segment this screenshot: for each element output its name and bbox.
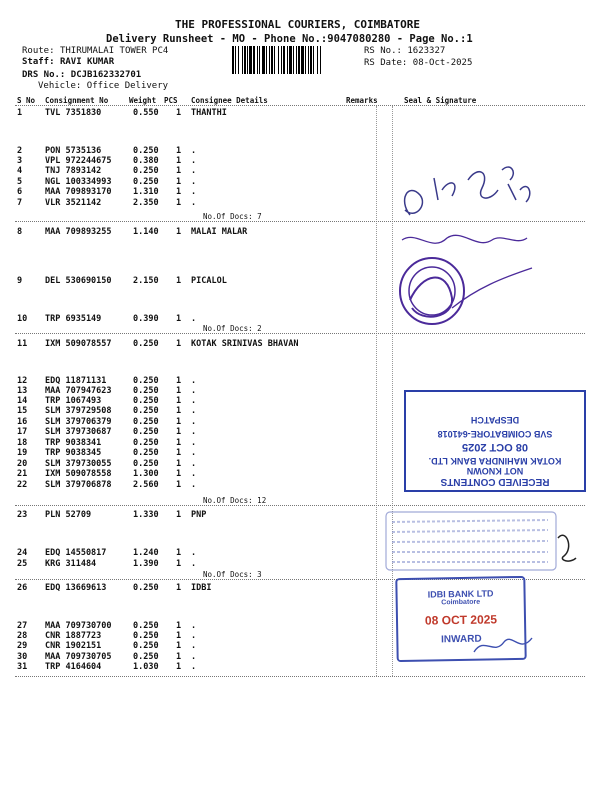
row-sno: 18 (17, 438, 28, 448)
rs-no-line (364, 46, 445, 56)
barcode-bar (281, 46, 282, 74)
row-pcs: 1 (176, 510, 182, 520)
barcode-bar (293, 46, 294, 74)
row-pcs: 1 (176, 583, 182, 593)
row-consignment: MAA 709893170 (45, 187, 112, 197)
row-consignment: TRP 9038345 (45, 448, 102, 458)
row-sno: 7 (17, 198, 23, 208)
row-consignment: TRP 6935149 (45, 314, 102, 324)
row-weight: 2.150 (133, 276, 159, 286)
row-weight: 0.250 (133, 376, 159, 386)
row-consignee: MALAI MALAR (191, 227, 248, 237)
col-pcs: PCS (164, 96, 178, 105)
row-weight: 2.350 (133, 198, 159, 208)
barcode-bar (278, 46, 279, 74)
row-weight: 2.560 (133, 480, 159, 490)
rs-date-value: 08-Oct-2025 (412, 58, 473, 68)
row-consignment: KRG 311484 (45, 559, 97, 569)
row-consignment: NGL 100334993 (45, 177, 112, 187)
row-weight: 0.380 (133, 156, 159, 166)
row-consignee: . (191, 166, 197, 176)
row-sno: 26 (17, 583, 28, 593)
row-weight: 0.250 (133, 417, 159, 427)
doc-count: No.Of Docs: 2 (203, 324, 262, 333)
col-consignment: Consignment No (45, 96, 109, 105)
row-sno: 5 (17, 177, 23, 187)
barcode-bar (238, 46, 239, 74)
vehicle-value: Office Delivery (86, 81, 169, 91)
row-weight: 0.550 (133, 108, 159, 118)
row-consignment: SLM 379729508 (45, 406, 112, 416)
row-sno: 10 (17, 314, 28, 324)
header-rule (15, 105, 585, 106)
row-consignment: DEL 530690150 (45, 276, 112, 286)
col-remarks: Remarks (346, 96, 378, 105)
row-pcs: 1 (176, 396, 182, 406)
row-pcs: 1 (176, 548, 182, 558)
row-sno: 23 (17, 510, 28, 520)
row-pcs: 1 (176, 641, 182, 651)
row-consignment: MAA 707947623 (45, 386, 112, 396)
barcode-bar (259, 46, 260, 74)
row-pcs: 1 (176, 469, 182, 479)
row-consignee: IDBI (191, 583, 212, 593)
kotak-line2: NOT KNOWN (466, 466, 524, 476)
doc-count: No.Of Docs: 3 (203, 570, 262, 579)
barcode-bar (253, 46, 255, 74)
row-consignment: MAA 709893255 (45, 227, 112, 237)
row-consignee: . (191, 314, 197, 324)
row-pcs: 1 (176, 177, 182, 187)
row-consignment: MAA 709730705 (45, 652, 112, 662)
barcode-bar (262, 46, 265, 74)
row-consignee: . (191, 559, 197, 569)
row-consignment: EDQ 14550817 (45, 548, 107, 558)
row-pcs: 1 (176, 417, 182, 427)
barcode-bar (274, 46, 275, 74)
kotak-line3: KOTAK MAHINDRA BANK LTD. (428, 456, 562, 466)
drs-line (22, 70, 141, 80)
row-consignment: SLM 379730055 (45, 459, 112, 469)
row-consignee: . (191, 621, 197, 631)
barcode-bar (305, 46, 306, 74)
row-sno: 3 (17, 156, 23, 166)
row-pcs: 1 (176, 427, 182, 437)
row-pcs: 1 (176, 459, 182, 469)
row-consignment: SLM 379706379 (45, 417, 112, 427)
row-consignment: MAA 709730700 (45, 621, 112, 631)
row-consignee: . (191, 417, 197, 427)
row-sno: 22 (17, 480, 28, 490)
row-consignee: . (191, 469, 197, 479)
row-pcs: 1 (176, 187, 182, 197)
row-sno: 12 (17, 376, 28, 386)
row-consignee: . (191, 187, 197, 197)
row-consignment: EDQ 13669613 (45, 583, 107, 593)
row-sno: 27 (17, 621, 28, 631)
row-sno: 11 (17, 339, 28, 349)
col-consignee: Consignee Details (191, 96, 268, 105)
row-pcs: 1 (176, 156, 182, 166)
row-pcs: 1 (176, 339, 182, 349)
row-consignment: IXM 509078558 (45, 469, 112, 479)
row-weight: 0.250 (133, 583, 159, 593)
barcode-bar (308, 46, 309, 74)
row-pcs: 1 (176, 376, 182, 386)
drs-value: DCJB162332701 (70, 70, 142, 80)
row-pcs: 1 (176, 198, 182, 208)
row-pcs: 1 (176, 631, 182, 641)
row-pcs: 1 (176, 314, 182, 324)
doc-count: No.Of Docs: 7 (203, 212, 262, 221)
row-consignee: . (191, 480, 197, 490)
row-weight: 1.240 (133, 548, 159, 558)
row-weight: 0.250 (133, 641, 159, 651)
idbi-date: 08 OCT 2025 (424, 612, 498, 628)
row-pcs: 1 (176, 108, 182, 118)
row-consignee: . (191, 662, 197, 672)
divider-remarks (376, 106, 377, 676)
row-pcs: 1 (176, 559, 182, 569)
row-sno: 31 (17, 662, 28, 672)
row-pcs: 1 (176, 448, 182, 458)
drs-label: DRS No.: (22, 70, 66, 80)
row-sno: 14 (17, 396, 28, 406)
row-sno: 19 (17, 448, 28, 458)
row-consignment: SLM 379706878 (45, 480, 112, 490)
row-consignment: SLM 379730687 (45, 427, 112, 437)
barcode-bar (242, 46, 243, 74)
row-consignee: . (191, 376, 197, 386)
row-consignee: KOTAK SRINIVAS BHAVAN (191, 339, 299, 349)
row-consignee: . (191, 406, 197, 416)
row-consignee: . (191, 631, 197, 641)
row-pcs: 1 (176, 438, 182, 448)
row-sno: 17 (17, 427, 28, 437)
runsheet-subtitle: Delivery Runsheet - MO - Phone No.:9047080280 - Page No.:1 (106, 33, 473, 45)
barcode-bar (287, 46, 288, 74)
row-consignee: . (191, 427, 197, 437)
row-pcs: 1 (176, 621, 182, 631)
faded-bank-stamp (378, 508, 578, 578)
row-weight: 1.330 (133, 510, 159, 520)
barcode-bar (301, 46, 304, 74)
vehicle-label: Vehicle: (38, 81, 82, 91)
row-consignee: . (191, 146, 197, 156)
row-pcs: 1 (176, 227, 182, 237)
barcode (232, 46, 360, 74)
company-title: THE PROFESSIONAL COURIERS, COIMBATORE (175, 18, 421, 31)
barcode-bar (298, 46, 300, 74)
row-sno: 29 (17, 641, 28, 651)
col-sno: S No (17, 96, 36, 105)
row-consignee: . (191, 459, 197, 469)
row-weight: 0.250 (133, 459, 159, 469)
row-weight: 0.250 (133, 177, 159, 187)
row-consignment: TNJ 7893142 (45, 166, 102, 176)
barcode-bar (289, 46, 292, 74)
row-consignee: . (191, 641, 197, 651)
row-sno: 15 (17, 406, 28, 416)
row-sno: 8 (17, 227, 23, 237)
idbi-signature (470, 630, 540, 660)
row-consignee: THANTHI (191, 108, 227, 118)
barcode-bar (283, 46, 285, 74)
row-sno: 21 (17, 469, 28, 479)
row-weight: 1.300 (133, 469, 159, 479)
row-weight: 0.250 (133, 406, 159, 416)
row-weight: 1.310 (133, 187, 159, 197)
barcode-bar (317, 46, 318, 74)
row-pcs: 1 (176, 386, 182, 396)
barcode-bar (271, 46, 273, 74)
barcode-bar (310, 46, 312, 74)
barcode-bar (247, 46, 248, 74)
rs-no-value: 1623327 (407, 46, 446, 56)
idbi-line2: Coimbatore (441, 598, 481, 607)
row-consignee: PICALOL (191, 276, 227, 286)
row-consignment: TRP 4164604 (45, 662, 102, 672)
row-weight: 0.250 (133, 652, 159, 662)
kotak-line5: DESPATCH (470, 415, 520, 425)
kotak-line4: SVB COIMBATORE-641018 (437, 429, 553, 439)
barcode-bar (296, 46, 297, 74)
row-pcs: 1 (176, 406, 182, 416)
row-consignee: . (191, 156, 197, 166)
row-consignee: . (191, 177, 197, 187)
row-weight: 0.250 (133, 166, 159, 176)
row-pcs: 1 (176, 480, 182, 490)
row-sno: 16 (17, 417, 28, 427)
round-seal-stamp (392, 228, 562, 343)
idbi-line3: INWARD (440, 633, 482, 646)
row-consignee: . (191, 396, 197, 406)
row-sno: 9 (17, 276, 23, 286)
row-weight: 0.390 (133, 314, 159, 324)
row-consignee: . (191, 198, 197, 208)
route-value: THIRUMALAI TOWER PC4 (59, 46, 169, 56)
row-consignment: EDQ 11871131 (45, 376, 107, 386)
row-consignment: TRP 1067493 (45, 396, 102, 406)
row-consignment: TRP 9038341 (45, 438, 102, 448)
row-consignment: TVL 7351830 (45, 108, 102, 118)
staff-value: RAVI KUMAR (59, 57, 115, 67)
row-pcs: 1 (176, 662, 182, 672)
barcode-bar (266, 46, 267, 74)
row-weight: 1.140 (133, 227, 159, 237)
row-weight: 0.250 (133, 339, 159, 349)
route-label: Route: (22, 46, 55, 56)
row-consignment: PON 5735136 (45, 146, 102, 156)
row-weight: 0.250 (133, 621, 159, 631)
row-sno: 20 (17, 459, 28, 469)
staff-line (22, 57, 114, 67)
barcode-bar (235, 46, 236, 74)
row-consignee: . (191, 548, 197, 558)
row-pcs: 1 (176, 146, 182, 156)
row-sno: 1 (17, 108, 23, 118)
row-consignment: PLN 52709 (45, 510, 92, 520)
row-consignment: VLR 3521142 (45, 198, 102, 208)
rs-date-label: RS Date: (364, 58, 408, 68)
kotak-received-stamp (404, 390, 586, 492)
doc-count: No.Of Docs: 12 (203, 496, 267, 505)
row-weight: 0.250 (133, 448, 159, 458)
staff-label: Staff: (22, 57, 55, 67)
bottom-rule (15, 676, 585, 677)
row-consignee: . (191, 448, 197, 458)
row-sno: 28 (17, 631, 28, 641)
row-pcs: 1 (176, 166, 182, 176)
row-sno: 2 (17, 146, 23, 156)
row-sno: 25 (17, 559, 28, 569)
row-sno: 30 (17, 652, 28, 662)
row-consignee: . (191, 438, 197, 448)
row-weight: 0.250 (133, 438, 159, 448)
row-weight: 0.250 (133, 396, 159, 406)
rs-no-label: RS No.: (364, 46, 402, 56)
row-sno: 6 (17, 187, 23, 197)
row-weight: 1.390 (133, 559, 159, 569)
row-consignee: . (191, 386, 197, 396)
row-weight: 0.250 (133, 427, 159, 437)
idbi-line1: IDBI BANK LTD (427, 588, 494, 600)
vehicle-line (38, 81, 168, 91)
row-sno: 13 (17, 386, 28, 396)
row-pcs: 1 (176, 652, 182, 662)
row-consignment: CNR 1902151 (45, 641, 102, 651)
col-seal: Seal & Signature (404, 96, 477, 105)
section-rule (15, 505, 585, 506)
row-sno: 4 (17, 166, 23, 176)
row-weight: 0.250 (133, 146, 159, 156)
row-pcs: 1 (176, 276, 182, 286)
kotak-line1: RECEIVED CONTENTS (440, 476, 550, 487)
barcode-bar (249, 46, 252, 74)
barcode-bar (232, 46, 234, 74)
row-consignment: IXM 509078557 (45, 339, 112, 349)
barcode-bar (320, 46, 321, 74)
row-weight: 0.250 (133, 631, 159, 641)
route-line (22, 46, 168, 56)
col-weight: Weight (129, 96, 157, 105)
barcode-bar (257, 46, 258, 74)
barcode-bar (269, 46, 270, 74)
row-weight: 0.250 (133, 386, 159, 396)
barcode-bar (244, 46, 246, 74)
row-consignee: . (191, 652, 197, 662)
row-weight: 1.030 (133, 662, 159, 672)
row-consignee: PNP (191, 510, 207, 520)
row-consignment: CNR 1887723 (45, 631, 102, 641)
barcode-bar (313, 46, 314, 74)
rs-date-line (364, 58, 472, 68)
kotak-date: 08 OCT 2025 (461, 441, 529, 453)
row-consignment: VPL 972244675 (45, 156, 112, 166)
row-sno: 24 (17, 548, 28, 558)
